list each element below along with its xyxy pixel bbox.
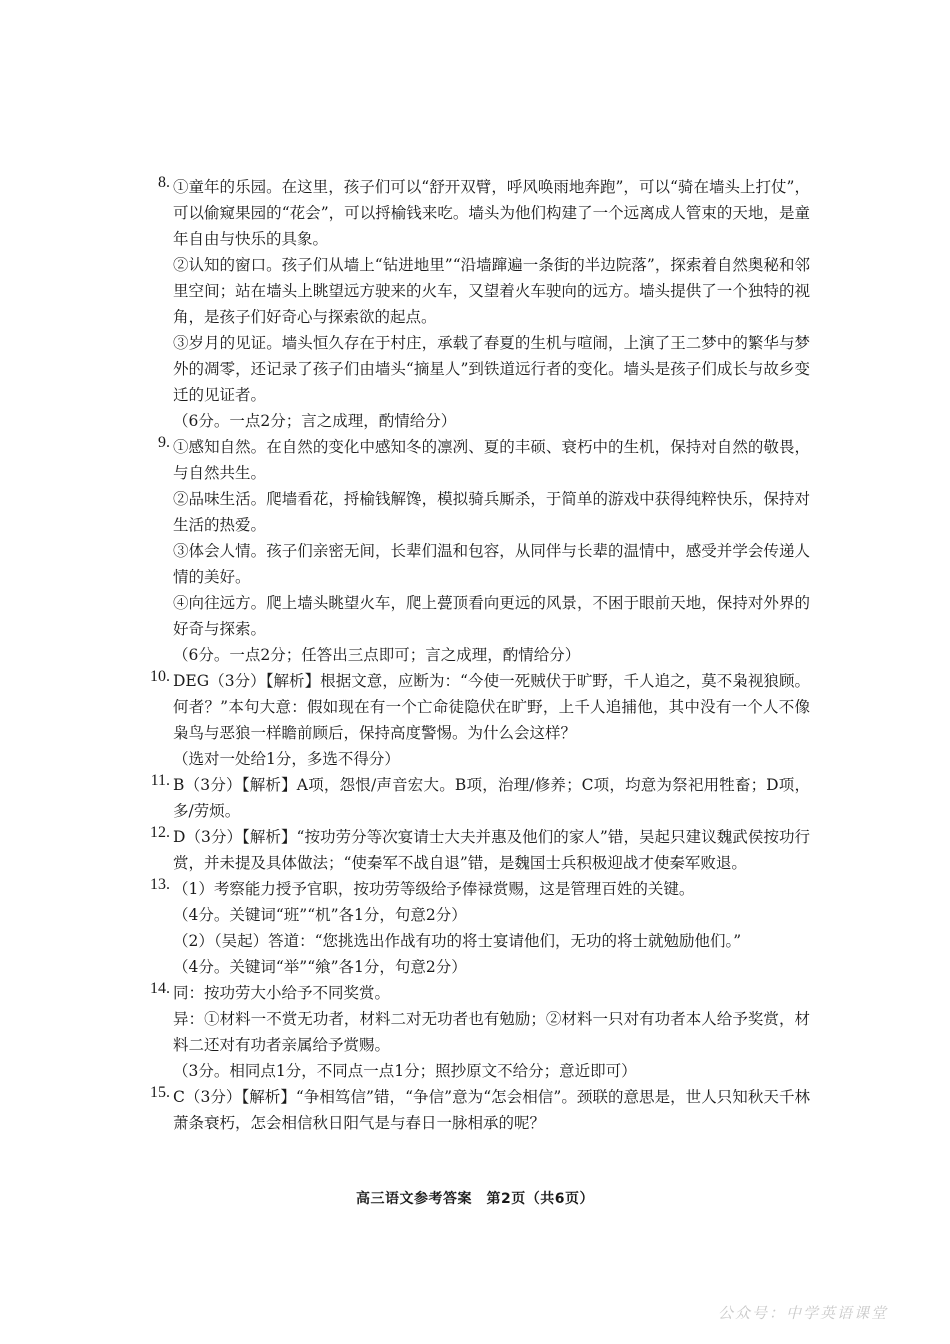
question-number: 9. — [158, 434, 170, 451]
answer-paragraph: （2）（吴起）答道：“您挑选出作战有功的将士宴请他们，无功的将士就勉励他们。” — [173, 932, 742, 950]
answer-item — [150, 1084, 810, 1136]
answer-paragraph: （1）考察能力授予官职，按功劳等级给予俸禄赏赐，这是管理百姓的关键。 — [173, 880, 695, 898]
answer-item — [150, 174, 810, 434]
answer-paragraph: B（3分）【解析】A项，怨恨/声音宏大。B项，治理/修养；C项，均意为祭祀用牲畜；D项，多/劳烦。 — [173, 776, 810, 820]
answer-item — [150, 434, 810, 668]
answer-paragraph: ④向往远方。爬上墙头眺望火车，爬上甍顶看向更远的风景，不困于眼前天地，保持对外界的好奇与探索。 — [173, 594, 810, 638]
answer-paragraph: ①童年的乐园。在这里，孩子们可以“舒开双臂，呼风唤雨地奔跑”，可以“骑在墙头上打仗”，可以偷窥果园的“花会”，可以捋榆钱来吃。墙头为他们构建了一个远离成人管束的天地，是童年自由与快乐的具象。 — [173, 178, 810, 248]
answer-paragraph: C（3分）【解析】“争相笃信”错，“争信”意为“怎会相信”。颈联的意思是，世人只知秋天千林萧条衰朽，怎会相信秋日阳气是与春日一脉相承的呢？ — [173, 1088, 810, 1132]
answer-paragraph: （4分。关键词“举”“飨”各1分，句意2分） — [173, 958, 467, 976]
question-number: 10. — [150, 668, 170, 685]
answer-paragraph: D（3分）【解析】“按功劳分等次宴请士大夫并惠及他们的家人”错，吴起只建议魏武侯按功行赏，并未提及具体做法；“使秦军不战自退”错，是魏国士兵积极迎战才使秦军败退。 — [173, 828, 810, 872]
answer-paragraph: ②品味生活。爬墙看花，捋榆钱解馋，模拟骑兵厮杀，于简单的游戏中获得纯粹快乐，保持对生活的热爱。 — [173, 490, 810, 534]
question-number: 13. — [150, 876, 170, 893]
answer-paragraph: （3分。相同点1分，不同点一点1分；照抄原文不给分；意近即可） — [173, 1062, 637, 1080]
answer-item — [150, 876, 810, 980]
answer-paragraph: ②认知的窗口。孩子们从墙上“钻进地里”“沿墙蹿遍一条街的半边院落”，探索着自然奥秘和邻里空间；站在墙头上眺望远方驶来的火车，又望着火车驶向的远方。墙头提供了一个独特的视角，是孩子们好奇心与探索欲的起点。 — [173, 256, 810, 326]
answer-item — [150, 980, 810, 1084]
answer-item — [150, 772, 810, 824]
answer-paragraph: （6分。一点2分；言之成理，酌情给分） — [173, 412, 457, 430]
question-number: 14. — [150, 980, 170, 997]
question-number: 15. — [150, 1084, 170, 1101]
question-number: 8. — [158, 174, 170, 191]
answer-paragraph: （选对一处给1分，多选不得分） — [173, 750, 400, 768]
answer-paragraph: （6分。一点2分；任答出三点即可；言之成理，酌情给分） — [173, 646, 581, 664]
watermark: 公众号：中学英语课堂 — [717, 1304, 888, 1322]
answer-paragraph: ③体会人情。孩子们亲密无间，长辈们温和包容，从同伴与长辈的温情中，感受并学会传递人情的美好。 — [173, 542, 810, 586]
question-number: 12. — [150, 824, 170, 841]
answer-paragraph: 异：①材料一不赏无功者，材料二对无功者也有勉励；②材料一只对有功者本人给予奖赏，材料二还对有功者亲属给予赏赐。 — [173, 1010, 810, 1054]
answer-paragraph: （4分。关键词“班”“机”各1分，句意2分） — [173, 906, 467, 924]
answer-list — [150, 174, 810, 1136]
answer-paragraph: ③岁月的见证。墙头恒久存在于村庄，承载了春夏的生机与喧闹，上演了王二梦中的繁华与梦外的凋零，还记录了孩子们由墙头“摘星人”到铁道远行者的变化。墙头是孩子们成长与故乡变迁的见证者。 — [173, 334, 810, 404]
answer-item — [150, 668, 810, 772]
page-footer: 高三语文参考答案 第2页（共6页） — [356, 1191, 594, 1207]
answer-item — [150, 824, 810, 876]
answer-paragraph: 同：按功劳大小给予不同奖赏。 — [173, 984, 391, 1002]
answer-paragraph: DEG（3分）【解析】根据文意，应断为：“今使一死贼伏于旷野，千人追之，莫不枭视狼顾。何者？”本句大意：假如现在有一个亡命徒隐伏在旷野，上千人追捕他，其中没有一个人不像枭鸟与恶狼一样瞻前顾后，保持高度警惕。为什么会这样？ — [173, 672, 810, 742]
answer-paragraph: ①感知自然。在自然的变化中感知冬的凛冽、夏的丰硕、衰朽中的生机，保持对自然的敬畏，与自然共生。 — [173, 438, 810, 482]
question-number: 11. — [150, 772, 170, 789]
